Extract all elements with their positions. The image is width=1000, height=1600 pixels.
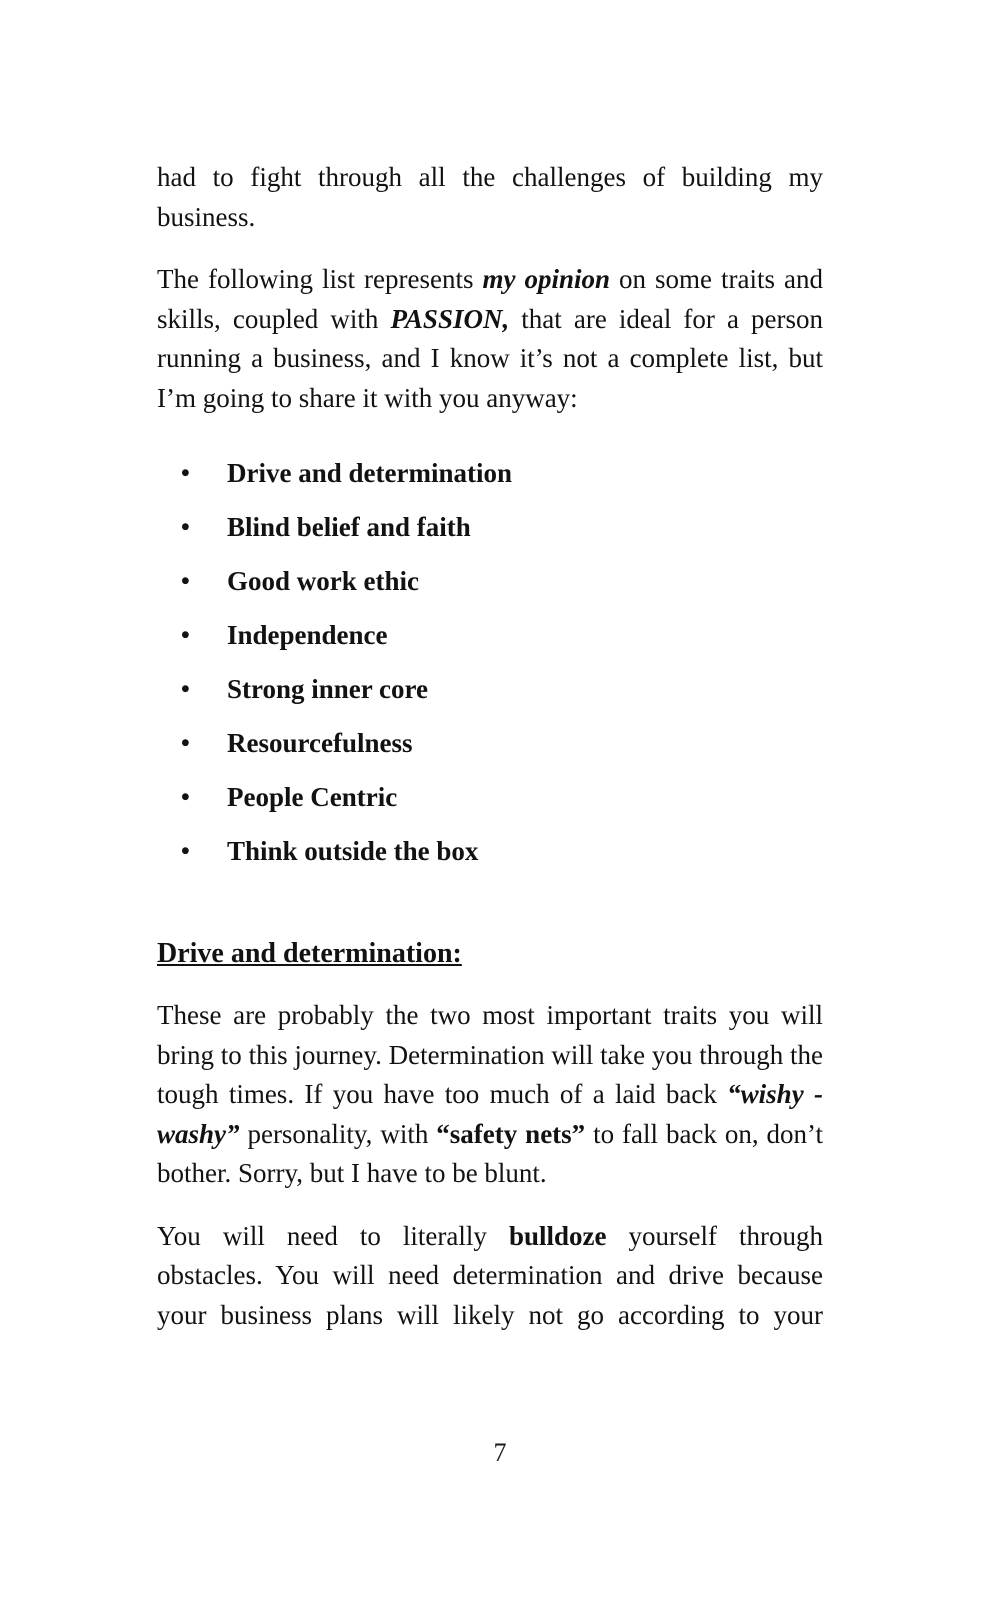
text-block	[157, 158, 823, 1358]
list-item-label: Resourcefulness	[227, 728, 413, 758]
list-item	[157, 724, 823, 763]
list-item	[157, 616, 823, 655]
list-item-label: Independence	[227, 620, 388, 650]
bullet-icon: •	[181, 622, 190, 649]
section-heading	[157, 935, 823, 972]
list-item	[157, 832, 823, 871]
text-run: You will need to literally	[157, 1220, 509, 1251]
bullet-icon: •	[181, 730, 190, 757]
list-item-label: Strong inner core	[227, 674, 428, 704]
text-run: to fall back on, don’t bother. Sorry, but I have to be blunt.	[157, 1118, 824, 1188]
bullet-icon: •	[181, 568, 190, 595]
body-paragraph-4	[157, 1217, 823, 1336]
bullet-icon: •	[181, 514, 190, 541]
body-paragraph-2	[157, 260, 823, 418]
list-item-label: People Centric	[227, 782, 398, 812]
emphasis-bulldoze: bulldoze	[508, 1220, 607, 1251]
list-item-label: Blind belief and faith	[227, 512, 471, 542]
list-item	[157, 778, 823, 817]
bullet-icon: •	[181, 838, 190, 865]
emphasis-wishy-washy: “wishy - washy”	[157, 1079, 823, 1149]
trait-list	[157, 454, 823, 871]
emphasis-safety-nets: “safety nets”	[436, 1118, 586, 1149]
section-heading-label: Drive and determination:	[157, 938, 462, 969]
list-item-label: Think outside the box	[227, 836, 479, 866]
text-run: personality, with	[239, 1118, 437, 1149]
list-item	[157, 454, 823, 493]
bullet-icon: •	[181, 784, 190, 811]
list-item	[157, 562, 823, 601]
text-run: These are probably the two most important traits you will bring to this journey. Determination will take you through the tough times. If you have too much of a laid back	[157, 1000, 823, 1109]
text-run: on some traits and skills, coupled with	[157, 264, 823, 334]
text-run: The following list represents	[157, 264, 483, 294]
emphasis-my-opinion: my opinion	[482, 264, 610, 294]
text-run: that are ideal for a person running a business, and I know it’s not a complete list, but I’m going to share it with you anyway:	[157, 303, 823, 413]
body-paragraph-1	[157, 158, 823, 237]
list-item	[157, 670, 823, 709]
emphasis-passion: PASSION,	[390, 303, 510, 334]
bullet-icon: •	[181, 460, 190, 487]
bullet-icon: •	[181, 676, 190, 703]
list-item-label: Good work ethic	[227, 566, 419, 596]
list-item-label: Drive and determination	[227, 458, 512, 488]
text-run: had to fight through all the challenges of building my business.	[157, 162, 823, 232]
body-paragraph-3	[157, 996, 823, 1194]
list-item	[157, 508, 823, 547]
text-run: yourself through obstacles. You will need determination and drive because your business plans will likely not go according to your	[157, 1220, 824, 1330]
page-number: 7	[493, 1438, 507, 1467]
